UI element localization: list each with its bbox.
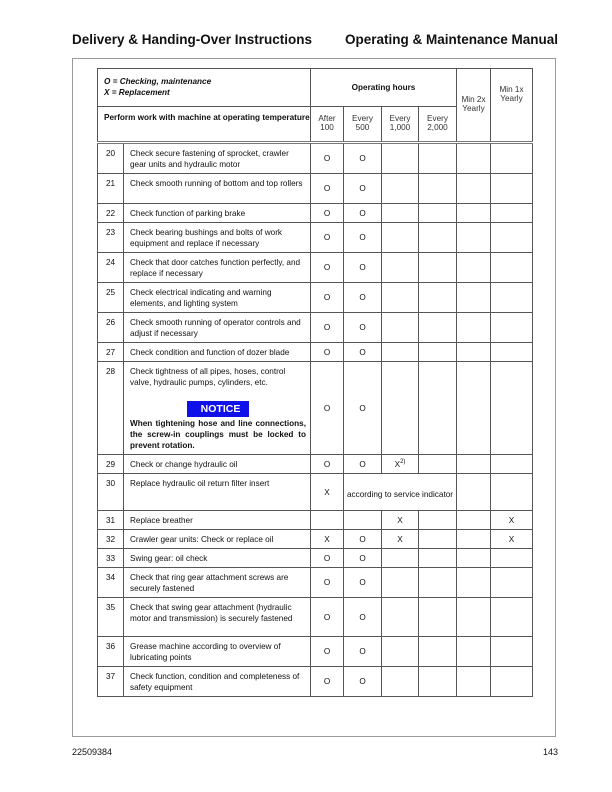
interval-mark [344, 549, 382, 568]
interval-mark [457, 667, 491, 697]
interval-mark [344, 143, 382, 174]
interval-mark-text: O [359, 578, 366, 587]
item-number: 34 [98, 568, 124, 598]
interval-mark-text: X [508, 515, 515, 525]
item-number: 21 [98, 174, 124, 204]
col-header-line2: Yearly [500, 94, 523, 103]
item-description: Crawler gear units: Check or replace oil [130, 535, 274, 544]
item-description: Check electrical indicating and warning elements, and lighting system [130, 288, 272, 308]
interval-mark [491, 283, 533, 313]
item-number: 33 [98, 549, 124, 568]
interval-mark [344, 313, 382, 343]
interval-mark [382, 143, 419, 174]
notice-text: When tightening hose and line connections, the screw-in couplings must be locked to prevent rotation. [130, 419, 306, 450]
interval-mark [457, 362, 491, 455]
item-description: Check function, condition and completeness of safety equipment [130, 672, 300, 692]
table-row [98, 204, 533, 223]
col-header-line1: Min 2x [461, 95, 486, 104]
item-description-cell [124, 667, 311, 697]
col-every-2000 [419, 107, 457, 143]
item-number: 26 [98, 313, 124, 343]
item-number: 23 [98, 223, 124, 253]
item-number: 31 [98, 511, 124, 530]
interval-mark [491, 253, 533, 283]
interval-mark [311, 568, 344, 598]
item-description-cell [124, 223, 311, 253]
interval-mark [311, 253, 344, 283]
interval-mark [311, 549, 344, 568]
interval-mark [382, 637, 419, 667]
interval-mark [344, 530, 382, 549]
item-description-cell [124, 549, 311, 568]
interval-mark [311, 637, 344, 667]
interval-mark [382, 598, 419, 637]
item-description-cell [124, 362, 311, 455]
interval-mark [344, 637, 382, 667]
item-description-cell [124, 143, 311, 174]
item-description: Check tightness of all pipes, hoses, control valve, hydraulic pumps, cylinders, etc. [130, 367, 286, 387]
item-description-cell [124, 598, 311, 637]
interval-mark [457, 598, 491, 637]
col-every-1000 [382, 107, 419, 143]
table-row [98, 598, 533, 637]
interval-mark-text: O [323, 323, 331, 332]
item-description: Check function of parking brake [130, 209, 246, 218]
table-row [98, 283, 533, 313]
header-row-legend [98, 69, 533, 107]
interval-mark [491, 174, 533, 204]
item-number: 28 [98, 362, 124, 455]
interval-mark [457, 174, 491, 204]
item-description-cell [124, 511, 311, 530]
col-after-100 [311, 107, 344, 143]
interval-mark-text: O [323, 184, 331, 193]
table-row [98, 223, 533, 253]
interval-mark [457, 549, 491, 568]
interval-mark [491, 598, 533, 637]
col-header-line2: Yearly [462, 104, 485, 113]
interval-mark [311, 530, 344, 549]
item-number: 22 [98, 204, 124, 223]
interval-mark [344, 511, 382, 530]
item-description: Check secure fastening of sprocket, crawler gear units and hydraulic motor [130, 149, 289, 169]
interval-mark [491, 204, 533, 223]
table-row [98, 253, 533, 283]
col-header-line1: Every [352, 114, 373, 123]
item-description-cell [124, 204, 311, 223]
interval-mark [311, 204, 344, 223]
col-min1x-yearly [491, 69, 533, 143]
legend-checking: O = Checking, maintenance [104, 77, 212, 86]
item-description-cell [124, 283, 311, 313]
interval-mark [491, 667, 533, 697]
item-description: Check smooth running of bottom and top rollers [130, 179, 303, 188]
item-description-cell [124, 637, 311, 667]
interval-mark-text: O [323, 677, 331, 686]
col-every-500 [344, 107, 382, 143]
interval-mark [491, 455, 533, 474]
interval-mark [491, 549, 533, 568]
interval-mark-text: O [359, 208, 366, 218]
table-row [98, 143, 533, 174]
interval-mark [419, 174, 457, 204]
col-header-line1: After [318, 114, 336, 123]
interval-mark [344, 362, 382, 455]
interval-mark [491, 637, 533, 667]
interval-mark-text: X [397, 534, 403, 544]
interval-mark [457, 511, 491, 530]
interval-mark-text: O [323, 612, 331, 622]
interval-mark [419, 223, 457, 253]
item-number: 27 [98, 343, 124, 362]
interval-mark-text: O [359, 347, 366, 357]
item-description-cell [124, 530, 311, 549]
item-number: 30 [98, 474, 124, 511]
interval-mark-text: O [359, 263, 366, 272]
interval-mark [311, 143, 344, 174]
item-description-cell [124, 474, 311, 511]
item-number: 20 [98, 143, 124, 174]
interval-mark [457, 204, 491, 223]
interval-mark-text: O [359, 233, 366, 242]
interval-mark [311, 362, 344, 455]
item-description: Check smooth running of operator controls and adjust if necessary [130, 318, 301, 338]
interval-mark [457, 343, 491, 362]
item-number: 24 [98, 253, 124, 283]
interval-mark [457, 637, 491, 667]
interval-mark [344, 568, 382, 598]
interval-mark-text: X [324, 534, 330, 544]
interval-mark [311, 223, 344, 253]
interval-mark [344, 667, 382, 697]
interval-mark [382, 313, 419, 343]
manual-title: Operating & Maintenance Manual [344, 32, 558, 47]
interval-mark [344, 253, 382, 283]
interval-mark [311, 511, 344, 530]
item-description: Check condition and function of dozer blade [130, 348, 290, 357]
interval-mark [419, 637, 457, 667]
col-header-line2: 100 [320, 123, 334, 132]
item-number: 37 [98, 667, 124, 697]
item-number: 25 [98, 283, 124, 313]
interval-mark [344, 343, 382, 362]
interval-mark [457, 283, 491, 313]
interval-mark [382, 174, 419, 204]
table-row [98, 637, 533, 667]
document-number: 22509384 [72, 747, 113, 757]
service-indicator-note: according to service indicator [344, 474, 457, 511]
interval-mark [491, 568, 533, 598]
interval-mark-text: X [394, 459, 401, 469]
interval-mark [457, 455, 491, 474]
legend-replacement: X = Replacement [104, 88, 170, 97]
interval-mark [419, 343, 457, 362]
col-header-line1: Min 1x [499, 85, 524, 94]
col-header-line1: Every [389, 114, 411, 123]
interval-mark [419, 143, 457, 174]
section-title: Delivery & Handing-Over Instructions [72, 32, 313, 47]
interval-mark [419, 598, 457, 637]
item-description-cell [124, 253, 311, 283]
table-row [98, 362, 533, 455]
table-row [98, 313, 533, 343]
interval-mark-text: O [323, 233, 331, 242]
interval-mark [457, 530, 491, 549]
table-row [98, 667, 533, 697]
interval-mark-text: O [323, 347, 331, 357]
interval-mark-text: O [359, 553, 366, 563]
empty-cell [457, 474, 491, 511]
operating-hours-header: Operating hours [311, 69, 457, 107]
interval-mark-text: O [323, 293, 331, 302]
item-description: Grease machine according to overview of lubricating points [130, 642, 281, 662]
item-description-cell [124, 174, 311, 204]
interval-mark [457, 313, 491, 343]
table-row [98, 174, 533, 204]
table-row [98, 568, 533, 598]
interval-mark-text: O [323, 154, 331, 163]
interval-mark [419, 455, 457, 474]
notice-badge: NOTICE [187, 401, 250, 417]
interval-mark-text: O [323, 553, 331, 563]
interval-mark-text: O [359, 534, 366, 544]
interval-mark [419, 283, 457, 313]
item-description: Check bearing bushings and bolts of work equipment and replace if necessary [130, 228, 283, 248]
interval-mark [344, 204, 382, 223]
interval-mark [419, 568, 457, 598]
interval-mark [419, 530, 457, 549]
interval-mark [491, 313, 533, 343]
table-row [98, 455, 533, 474]
interval-mark [311, 283, 344, 313]
interval-mark-text: O [323, 647, 331, 656]
interval-mark: X [311, 474, 344, 511]
interval-mark-text: O [359, 612, 366, 622]
interval-mark-text: X [397, 515, 403, 525]
item-description: Check that ring gear attachment screws are securely fastened [130, 573, 289, 593]
interval-mark [382, 549, 419, 568]
item-number: 35 [98, 598, 124, 637]
empty-cell [491, 474, 533, 511]
interval-mark [382, 455, 419, 474]
item-description-cell [124, 343, 311, 362]
interval-mark-text: O [323, 263, 331, 272]
interval-mark [457, 223, 491, 253]
item-description-cell [124, 455, 311, 474]
maintenance-table [97, 68, 533, 697]
interval-mark [311, 667, 344, 697]
table-row [98, 474, 533, 511]
interval-mark-text: O [359, 647, 366, 656]
interval-mark [344, 283, 382, 313]
interval-mark [311, 313, 344, 343]
interval-mark [344, 455, 382, 474]
col-header-line2: 1,000 [389, 123, 411, 132]
table-row [98, 343, 533, 362]
perform-work-label: Perform work with machine at operating temperature [98, 107, 311, 143]
interval-mark [382, 283, 419, 313]
interval-mark [344, 598, 382, 637]
interval-mark [344, 223, 382, 253]
interval-mark [311, 455, 344, 474]
interval-mark-text: O [323, 403, 331, 413]
interval-mark [491, 343, 533, 362]
item-description: Check that door catches function perfectly, and replace if necessary [130, 258, 301, 278]
interval-mark-text: O [359, 293, 366, 302]
item-description-cell [124, 313, 311, 343]
interval-mark-text: O [359, 154, 366, 163]
item-description: Check that swing gear attachment (hydraulic motor and transmission) is securely fastened [130, 603, 293, 623]
interval-mark-text: O [359, 677, 366, 686]
interval-mark [491, 143, 533, 174]
interval-mark [311, 174, 344, 204]
interval-mark-text: O [359, 403, 366, 413]
interval-mark [457, 253, 491, 283]
interval-mark [382, 530, 419, 549]
interval-mark [382, 223, 419, 253]
item-number: 36 [98, 637, 124, 667]
item-number: 29 [98, 455, 124, 474]
col-header-line1: Every [427, 114, 448, 123]
table-row [98, 549, 533, 568]
interval-mark [419, 204, 457, 223]
col-header-line2: 500 [355, 123, 370, 132]
col-header-line2: 2,000 [427, 123, 448, 132]
interval-mark [419, 667, 457, 697]
interval-mark [491, 223, 533, 253]
interval-mark-text: O [359, 184, 366, 193]
interval-mark [419, 362, 457, 455]
interval-mark [382, 568, 419, 598]
col-min2x-yearly [457, 69, 491, 143]
interval-mark [382, 204, 419, 223]
interval-mark [382, 667, 419, 697]
interval-mark-text: O [323, 459, 331, 469]
interval-mark-text: O [359, 459, 366, 469]
interval-mark [311, 343, 344, 362]
item-description: Check or change hydraulic oil [130, 460, 238, 469]
interval-mark [382, 362, 419, 455]
interval-mark-text: X [508, 534, 515, 544]
notice-badge-wrap [130, 401, 306, 417]
legend-cell [98, 69, 311, 107]
interval-mark [382, 511, 419, 530]
interval-mark [457, 568, 491, 598]
interval-mark [419, 313, 457, 343]
table-row [98, 511, 533, 530]
item-number: 32 [98, 530, 124, 549]
interval-mark [419, 253, 457, 283]
interval-mark [311, 598, 344, 637]
interval-mark [419, 511, 457, 530]
item-description: Replace breather [130, 516, 193, 525]
interval-mark [457, 143, 491, 174]
table-row [98, 530, 533, 549]
item-description-cell [124, 568, 311, 598]
page-number: 143 [542, 747, 558, 757]
interval-mark [419, 549, 457, 568]
interval-mark [491, 530, 533, 549]
interval-mark [344, 174, 382, 204]
footnote-marker: 2) [400, 458, 406, 465]
interval-mark-text: O [359, 323, 366, 332]
item-description: Swing gear: oil check [130, 554, 208, 563]
item-description: Replace hydraulic oil return filter insert [130, 479, 270, 488]
interval-mark [491, 362, 533, 455]
interval-mark-text: O [323, 208, 331, 218]
interval-mark [491, 511, 533, 530]
interval-mark [382, 253, 419, 283]
interval-mark [382, 343, 419, 362]
interval-mark-text: O [323, 578, 331, 587]
